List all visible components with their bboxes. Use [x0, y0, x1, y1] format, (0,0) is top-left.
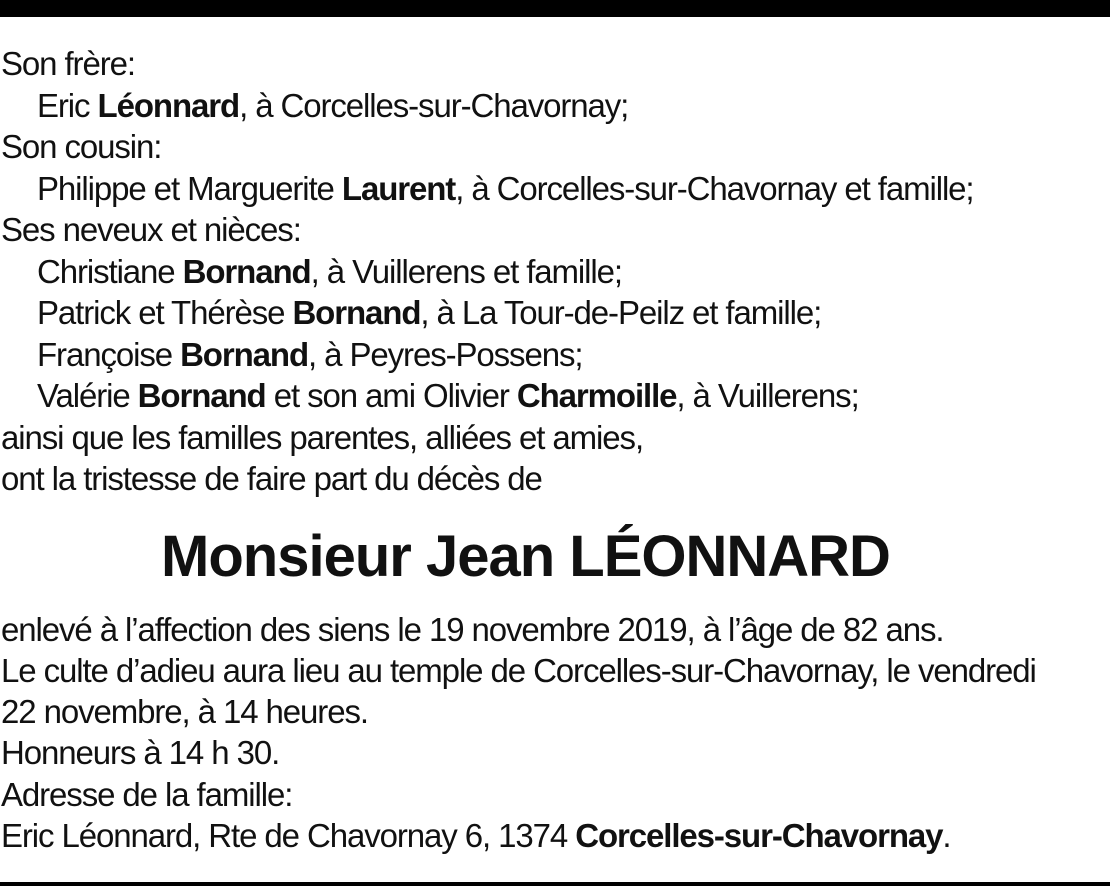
cousin-heading: Son cousin: — [1, 128, 162, 165]
address-prefix: Eric Léonnard, Rte de Chavornay 6, 1374 — [1, 816, 576, 854]
detail-line: Honneurs à 14 h 30. — [1, 734, 280, 772]
address-suffix: . — [942, 816, 951, 854]
nephew-last: Bornand — [180, 335, 309, 373]
brother-rest: , à Corcelles-sur-Chavornay; — [239, 86, 629, 124]
obituary-notice — [1, 43, 1110, 856]
cousin-first: Philippe et Marguerite — [37, 169, 342, 207]
details-block — [1, 609, 1110, 857]
nephew-entry — [1, 375, 1110, 417]
brother-heading: Son frère: — [1, 45, 135, 82]
nephew-last: Bornand — [182, 252, 311, 290]
cousin-last: Laurent — [341, 169, 456, 207]
brother-last: Léonnard — [97, 86, 240, 124]
nephew-rest: , à Vuillerens; — [676, 377, 859, 414]
nephew-last: Bornand — [292, 294, 421, 331]
detail-line: 22 novembre, à 14 heures. — [1, 693, 368, 731]
cousin-rest: , à Corcelles-sur-Chavornay et famille; — [455, 169, 974, 207]
nephew-rest: , à Vuillerens et famille; — [310, 252, 622, 290]
nephew-entry — [1, 251, 1110, 293]
address-town: Corcelles-sur-Chavornay — [575, 816, 943, 854]
nephew-first: Christiane — [37, 252, 183, 290]
nephew-partner-last: Charmoille — [516, 377, 677, 414]
nephew-rest: , à Peyres-Possens; — [308, 335, 583, 373]
detail-line: Adresse de la famille: — [1, 775, 293, 813]
nephew-rest: , à La Tour-de-Peilz et famille; — [420, 294, 822, 331]
nephew-entry — [1, 292, 1110, 334]
nephew-last: Bornand — [137, 377, 266, 414]
nephew-first: Valérie — [37, 377, 138, 414]
brother-entry — [1, 85, 1110, 127]
detail-line: Le culte d’adieu aura lieu au temple de Corcelles-sur-Chavornay, le vendredi — [1, 651, 1036, 689]
deceased-name: Monsieur Jean LÉONNARD — [161, 523, 890, 589]
closing-line: ainsi que les familles parentes, alliées et amies, — [1, 418, 644, 456]
family-address — [1, 815, 1110, 856]
detail-line: enlevé à l’affection des siens le 19 novembre 2019, à l’âge de 82 ans. — [1, 610, 944, 648]
nephew-first: Françoise — [37, 335, 181, 373]
cousin-entry — [1, 168, 1110, 210]
nephew-first: Patrick et Thérèse — [37, 294, 293, 331]
nephew-entry — [1, 334, 1110, 376]
nephew-middle: et son ami Olivier — [265, 377, 517, 414]
brother-first: Eric — [37, 86, 98, 124]
top-border — [0, 0, 1110, 17]
nephews-heading: Ses neveux et nièces: — [1, 211, 301, 248]
bottom-border — [0, 882, 1110, 886]
closing-line: ont la tristesse de faire part du décès de — [1, 460, 542, 497]
